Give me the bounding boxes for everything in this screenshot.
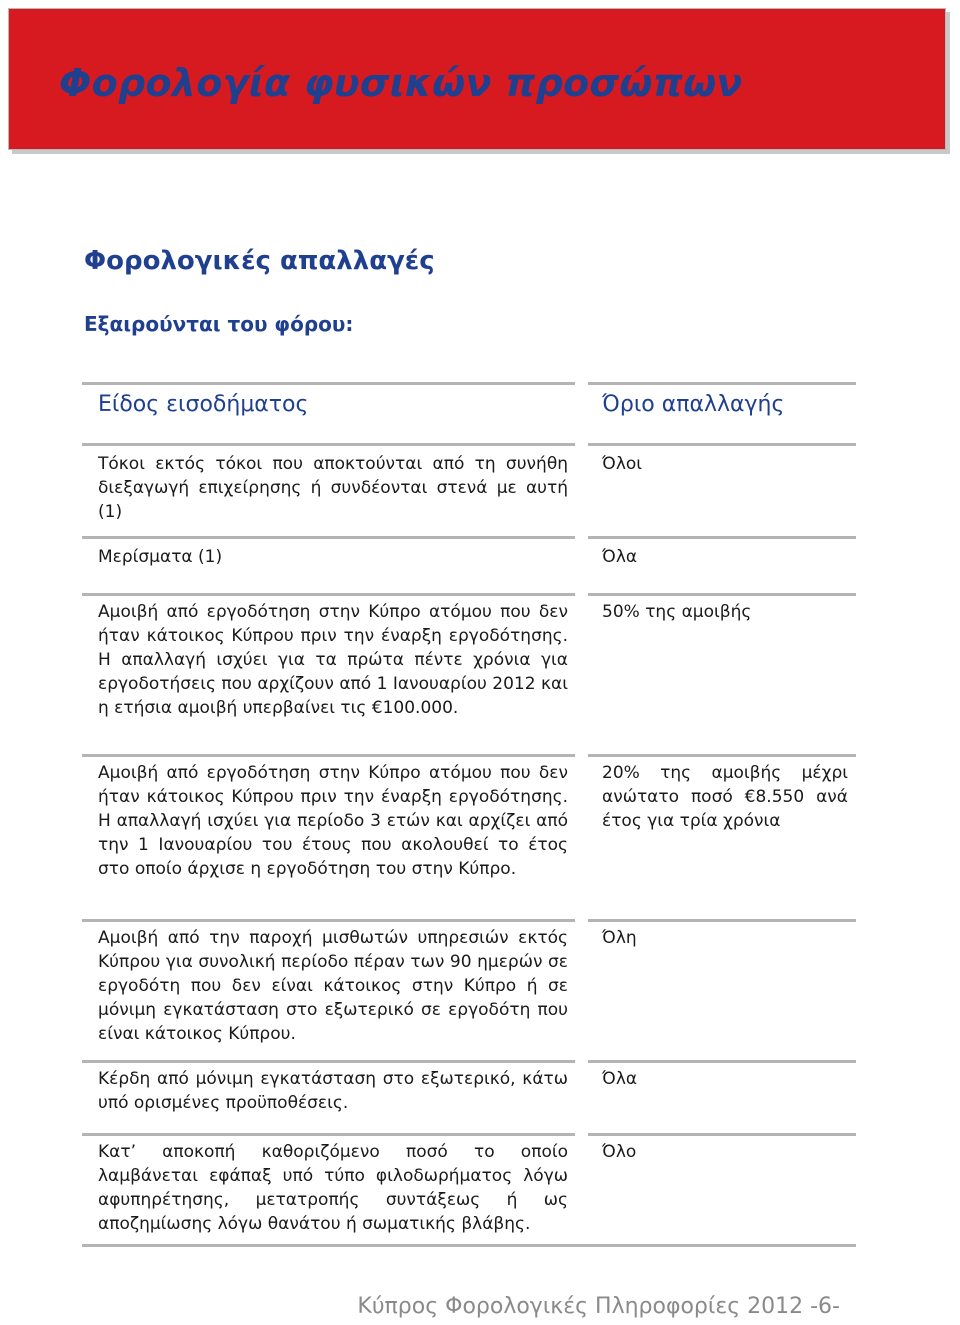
table-header-row [82, 382, 856, 443]
exemption-limit-cell: 50% της αμοιβής [602, 602, 752, 622]
table-row [82, 1060, 856, 1133]
exemption-limit-cell: Όλα [602, 1069, 638, 1089]
income-type-cell: Κατ’ αποκοπή καθοριζόμενο ποσό το οποίο λαμβάνεται εφάπαξ υπό τύπο φιλοδωρήματος λόγω αφυπηρέτησης, μετατροπής συντάξεως ή ως αποζημίωσης λόγω θανάτου ή σωματικής βλάβης. [98, 1142, 568, 1234]
exemption-limit-cell: Όλο [602, 1142, 637, 1162]
table-row [82, 536, 856, 593]
page-footer: Κύπρος Φορολογικές Πληροφορίες 2012 -6- [357, 1294, 840, 1319]
table-row [82, 754, 856, 919]
exemption-limit-cell: 20% της αμοιβής μέχρι ανώτατο ποσό €8.550 ανά έτος για τρία χρόνια [602, 763, 848, 831]
income-type-cell: Μερίσματα (1) [98, 547, 223, 567]
table-row [82, 919, 856, 1060]
page-title: Φορολογία φυσικών προσώπων [59, 61, 743, 105]
table-row [82, 593, 856, 754]
income-type-cell: Αμοιβή από εργοδότηση στην Κύπρο ατόμου που δεν ήταν κάτοικος Κύπρου πριν την έναρξη εργοδότησης. Η απαλλαγή ισχύει για περίοδο 3 ετών και αρχίζει από την 1 Ιανουαρίου του έτους που ακολουθεί το έτος στο οποίο άρχισε η εργοδότηση του στην Κύπρο. [98, 763, 568, 879]
exemption-limit-cell: Όλα [602, 547, 638, 567]
income-type-cell: Κέρδη από μόνιμη εγκατάσταση στο εξωτερικό, κάτω υπό ορισμένες προϋποθέσεις. [98, 1069, 568, 1113]
exemptions-table [82, 382, 856, 1247]
section-title: Φορολογικές απαλλαγές [84, 246, 435, 276]
table-row [82, 443, 856, 536]
section-subtitle: Εξαιρούνται του φόρου: [84, 312, 354, 336]
header-exemption-limit: Όριο απαλλαγής [602, 392, 785, 417]
income-type-cell: Αμοιβή από εργοδότηση στην Κύπρο ατόμου που δεν ήταν κάτοικος Κύπρου πριν την έναρξη εργοδότησης. Η απαλλαγή ισχύει για τα πρώτα πέντε χρόνια για εργοδοτήσεις που αρχίζουν από 1 Ιανουαρίου 2012 και η ετήσια αμοιβή υπερβαίνει τις €100.000. [98, 602, 568, 718]
title-banner [8, 8, 946, 150]
income-type-cell: Τόκοι εκτός τόκοι που αποκτούνται από τη συνήθη διεξαγωγή επιχείρησης ή συνδέονται στενά με αυτή (1) [98, 454, 568, 522]
table-row [82, 1133, 856, 1247]
exemption-limit-cell: Όλοι [602, 454, 643, 474]
header-income-type: Είδος εισοδήματος [98, 392, 309, 417]
income-type-cell: Αμοιβή από την παροχή μισθωτών υπηρεσιών εκτός Κύπρου για συνολική περίοδο πέραν των 90 ημερών σε εργοδότη που δεν είναι κάτοικος στην Κύπρο ή σε μόνιμη εγκατάσταση στο εξωτερικό σε εργοδότη που είναι κάτοικος Κύπρου. [98, 928, 568, 1044]
exemption-limit-cell: Όλη [602, 928, 637, 948]
